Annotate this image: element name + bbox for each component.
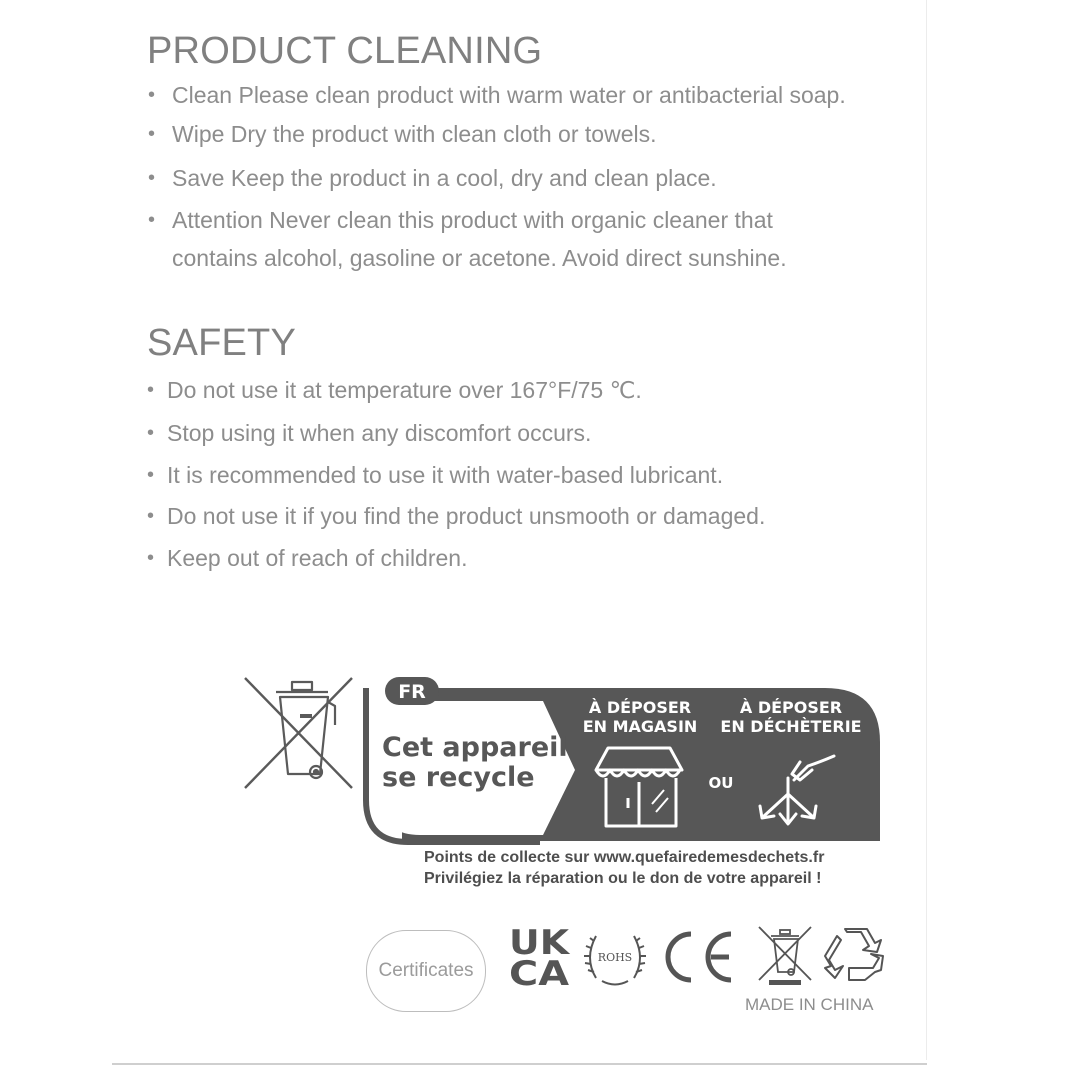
rohs-laurel-badge-icon [582,926,648,988]
store-label-line-2: EN MAGASIN [582,717,698,736]
cleaning-title: PRODUCT CLEANING [147,30,543,72]
safety-item-children: • Keep out of reach of children. [167,539,467,577]
collection-points-text: Points de collecte sur www.quefairedemesdechets.fr [424,849,825,866]
cleaning-item-clean: • Clean Please clean product with warm water or antibacterial soap. [172,76,846,114]
repair-advice-text: Privilégiez la réparation ou le don de votre appareil ! [424,870,822,887]
ce-mark-icon [661,928,739,986]
safety-item-lubricant: • It is recommended to use it with water-based lubricant. [167,456,723,494]
safety-item-discomfort: • Stop using it when any discomfort occurs. [167,414,591,452]
ukca-line-1: UK [509,924,571,963]
country-code: FR [398,681,426,703]
headline-line-1: Cet appareil [382,732,568,763]
triman-recycling-label [240,670,890,845]
dump-label-line-1: À DÉPOSER [739,698,843,717]
small-weee-bin-icon [756,924,814,986]
headline-line-2: se recycle [382,762,535,793]
cleaning-item-wipe: • Wipe Dry the product with clean cloth or towels. [172,115,656,153]
page-right-edge-line [926,0,927,1060]
safety-item-temperature: • Do not use it at temperature over 167°F/75 ℃. [167,371,642,409]
certificates-badge [366,930,486,1012]
ukca-line-2: CA [509,954,570,988]
dump-label-line-2: EN DÉCHÈTERIE [720,717,862,736]
recycle-arrows-icon [823,926,885,984]
cleaning-item-save: • Save Keep the product in a cool, dry and clean place. [172,159,717,197]
rohs-label: ROHS [597,951,633,964]
safety-title: SAFETY [147,322,297,364]
safety-item-damaged: • Do not use it if you find the product unsmooth or damaged. [167,497,765,535]
made-in-label: MADE IN CHINA [745,995,874,1014]
cleaning-item-attention-continued: contains alcohol, gasoline or acetone. Avoid direct sunshine. [172,245,787,271]
crossed-out-wheelie-bin-icon [245,678,352,788]
store-label-line-1: À DÉPOSER [588,698,692,717]
or-label: OU [708,774,734,792]
certificates-label: Certificates [378,960,474,981]
ukca-mark-icon [507,924,571,988]
cleaning-item-attention: • Attention Never clean this product with organic cleaner that [172,201,773,239]
bottom-divider-line [112,1063,927,1065]
